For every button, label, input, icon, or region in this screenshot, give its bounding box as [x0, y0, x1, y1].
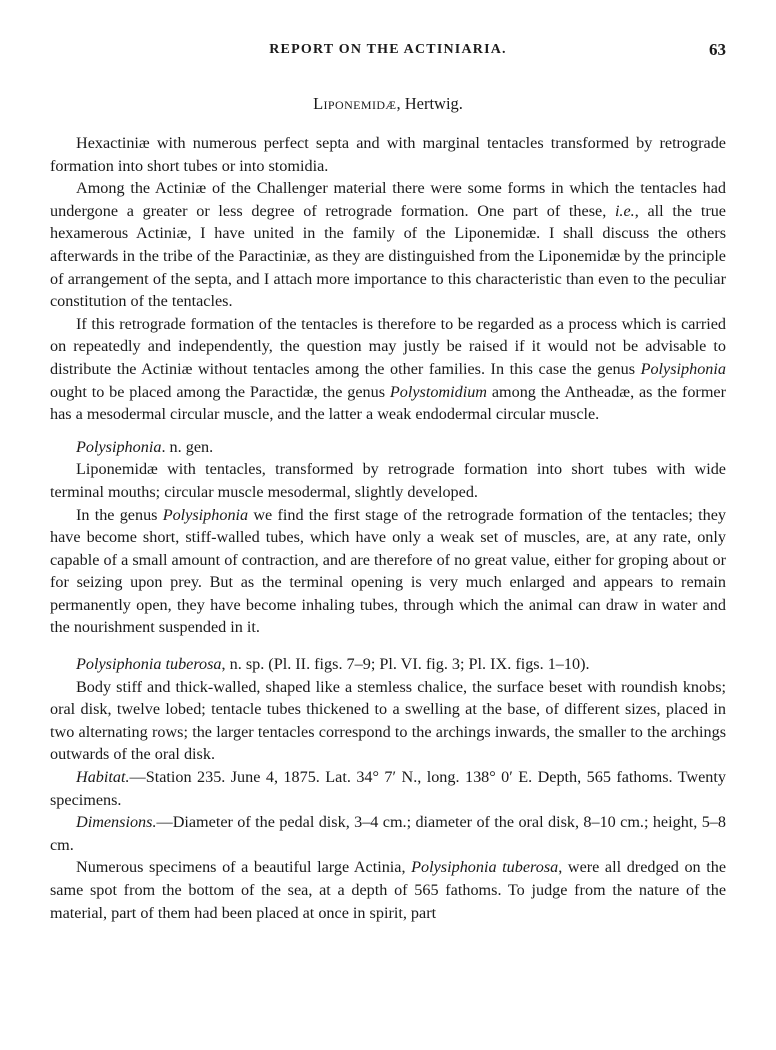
document-page [50, 40, 726, 924]
section-heading [50, 94, 726, 118]
page-number: 63 [709, 40, 726, 59]
closing-paragraph [50, 856, 726, 924]
dimensions-text: —Diameter of the pedal disk, 3–4 cm.; diameter of the oral disk, 8–10 cm.; height, 5–8 cm. [50, 813, 726, 854]
text-run: ought to be placed among the Paractidæ, the genus [50, 382, 390, 401]
species-heading [50, 653, 726, 676]
genus-suffix: . n. gen. [161, 437, 214, 456]
italic-ie: i.e. [614, 201, 635, 220]
family-authority: , Hertwig. [396, 94, 463, 113]
species-name: Polysiphonia tuberosa [411, 858, 559, 877]
family-diagnosis: Hexactiniæ with numerous perfect septa and with marginal tentacles transformed by retrograde formation into short tubes or into stomidia. [50, 134, 726, 175]
text-run: , were all dredged on the same spot from the bottom of the sea, at a depth of 565 fathoms. To judge from the nature of the material, part of them had been placed at once in spirit, part [50, 858, 727, 922]
habitat-text: —Station 235. June 4, 1875. Lat. 34° 7′ N., long. 138° 0′ E. Depth, 565 fathoms. Twenty specimens. [50, 768, 726, 809]
running-title: REPORT ON THE ACTINIARIA. [269, 42, 507, 57]
genus-name: Polysiphonia [162, 505, 249, 524]
dimensions-paragraph [50, 811, 726, 856]
text-run: among the Antheadæ, as the former has a mesodermal circular muscle, and the latter a weak endodermal circular muscle. [50, 382, 726, 424]
text-run: Numerous specimens of a beautiful large Actinia, [76, 858, 412, 877]
genus-discussion [50, 504, 726, 640]
genus-name: Polystomidium [389, 382, 487, 401]
text-run: In the genus [76, 505, 163, 524]
genus-name: Polysiphonia [640, 359, 726, 378]
text-run: we find the first stage of the retrograde formation of the tentacles; they have become short, stiff-walled tubes, which have only a weak set of muscles, are, at any rate, only capable of a small amount of contraction, and are therefore of no great value, either for groping about or for seizing upon prey. But as the terminal opening is very much enlarged and appears to remain permanently open, they have become inhaling tubes, through which the animal can draw in water and the nourishment suspended in it. [50, 505, 726, 637]
genus-heading [50, 436, 726, 459]
paragraph-retrograde-formation [50, 313, 726, 426]
genus-title: Polysiphonia [76, 437, 162, 456]
running-header [50, 40, 726, 64]
paragraph-challenger-material [50, 177, 726, 313]
habitat-paragraph [50, 766, 726, 811]
species-title: Polysiphonia tuberosa [76, 655, 222, 674]
text-run: Among the Actiniæ of the Challenger material there were some forms in which the tentacles had undergone a greater or less degree of retrograde formation. One part of these, [50, 179, 726, 220]
species-reference: , n. sp. (Pl. II. figs. 7–9; Pl. VI. fig. 3; Pl. IX. figs. 1–10). [221, 655, 590, 674]
genus-diagnosis: Liponemidæ with tentacles, transformed by retrograde formation into short tubes with wide terminal mouths; circular muscle mesodermal, slightly developed. [50, 460, 726, 501]
text-run: If this retrograde formation of the tentacles is therefore to be regarded as a process which is carried on repeatedly and independently, the question may justly be raised if it would not be advisable to distribute the Actiniæ without tentacles among the other families. In this case the genus [50, 314, 726, 378]
habitat-label: Habitat. [76, 768, 130, 787]
species-description: Body stiff and thick-walled, shaped like a stemless chalice, the surface beset with roundish knobs; oral disk, twelve lobed; tentacle tubes thickened to a swelling at the base, of different sizes, placed in two alternating rows; the larger tentacles correspond to the archings inwards, the smaller to the archings outwards of the oral disk. [50, 677, 726, 764]
family-name: Liponemidæ [313, 94, 397, 113]
dimensions-label: Dimensions. [76, 813, 157, 832]
text-run: , all the true hexamerous Actiniæ, I have united in the family of the Liponemidæ. I shall discuss the others afterwards in the tribe of the Paractiniæ, as they are distinguished from the Liponemidæ by the principle of arrangement of the septa, and I attach more importance to this characteristic than even to the peculiar constitution of the tentacles. [50, 201, 726, 311]
